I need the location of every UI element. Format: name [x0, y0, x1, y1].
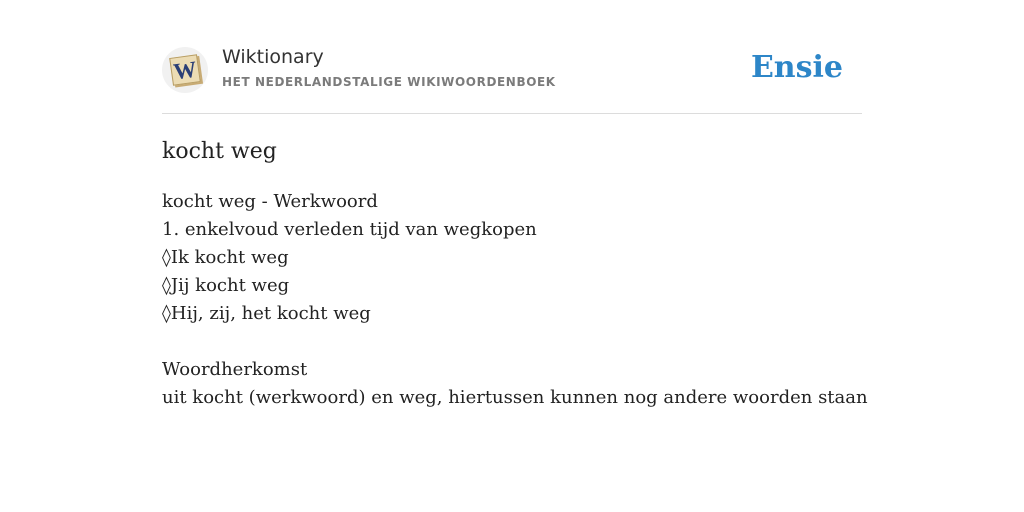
wiktionary-logo-icon[interactable]	[162, 47, 208, 93]
etymology-heading: Woordherkomst	[162, 359, 308, 380]
example-line: ◊Jij kocht weg	[162, 275, 290, 296]
definition-line: 1. enkelvoud verleden tijd van wegkopen	[162, 219, 537, 240]
site-subtitle: HET NEDERLANDSTALIGE WIKIWOORDENBOEK	[222, 75, 556, 89]
main-content	[162, 136, 868, 412]
page-title: kocht weg	[162, 139, 277, 164]
logo-tile: W	[169, 54, 201, 86]
site-header	[162, 40, 862, 114]
entry-heading: kocht weg - Werkwoord	[162, 191, 378, 212]
definition-entry	[162, 188, 868, 412]
site-title[interactable]: Wiktionary	[222, 46, 324, 68]
etymology-text: uit kocht (werkwoord) en weg, hiertussen kunnen nog andere woorden staan	[162, 387, 868, 408]
example-line: ◊Ik kocht weg	[162, 247, 289, 268]
spacer	[162, 328, 862, 356]
brand-logo[interactable]: Ensie	[750, 50, 843, 85]
example-line: ◊Hij, zij, het kocht weg	[162, 303, 371, 324]
